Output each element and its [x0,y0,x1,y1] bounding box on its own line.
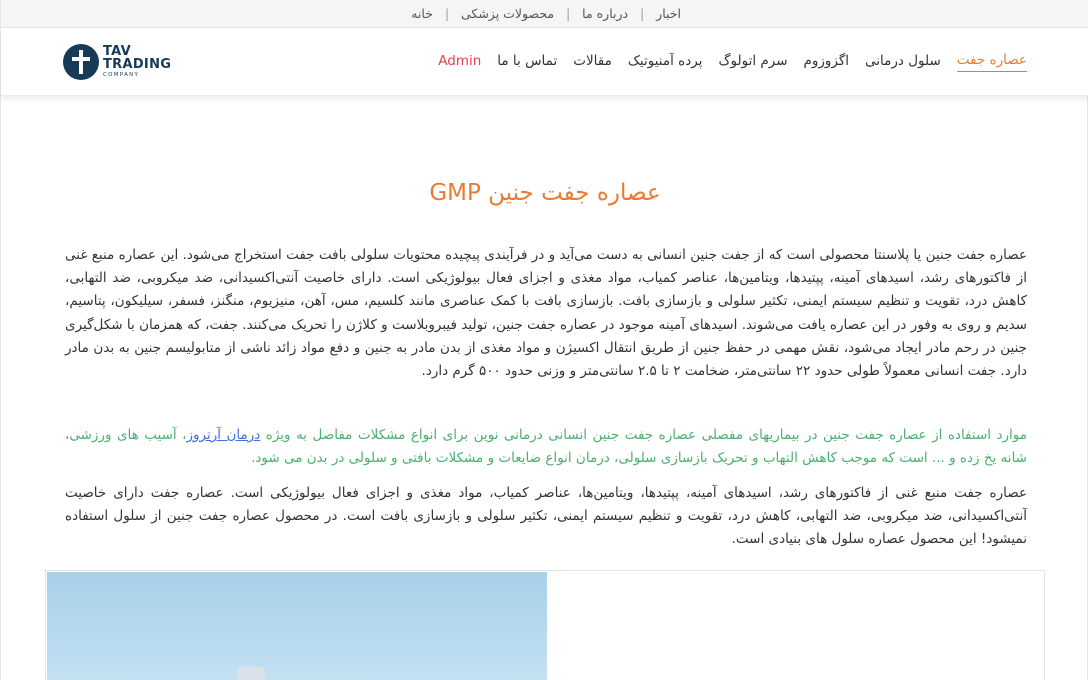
top-nav-home[interactable]: خانه [411,6,433,21]
site-header [1,28,1088,96]
nav-admin[interactable]: Admin [438,52,482,69]
nav-cell-therapy[interactable]: سلول درمانی [865,52,941,69]
main-nav [438,52,1027,72]
top-nav-separator: | [566,6,571,21]
joint-uses-text-end: ، آسیب های ورزشی، شانه یخ زده و ... است که موجب کاهش التهاب و تحریک بازسازی سلولی، درمان انواع ضایعات و مشکلات بافتی و سلولی در بدن می شود. [65,427,1027,467]
top-nav-about[interactable]: درباره ما [582,6,629,21]
logo-cross-icon [63,44,99,80]
joint-uses-paragraph [65,424,1027,470]
page-title: عصاره جفت جنین GMP [429,180,661,206]
product-image [47,572,547,680]
product-bottle-shape [237,667,265,680]
intro-paragraph: عصاره جفت جنین یا پلاسنتا محصولی است که از جفت جنین انسانی به دست می‌آید و در فرآیندی پیچیده محتویات سلولی بافت جفت استخراج می‌شود. این عصاره منبع غنی از فاکتورهای رشد، اسیدهای آمینه، پپتیدها، ویتامین‌ها، عناصر کمیاب، مواد مغذی و اجزای فعال بیولوژیکی است. دارای خاصیت آنتی‌اکسیدانی، ضد میکروبی، ضد التهابی، کاهش درد، تقویت و تنظیم سیستم ایمنی، تکثیر سلولی و بازسازی بافت. بازسازی بافت با کمک عناصری مانند کلسیم، مس، آهن، منیزیوم، منگنز، فسفر، سیلیکون، پتاسیم، سدیم و روی به وفور در این عصاره یافت می‌شوند. اسیدهای آمینه موجود در عصاره جفت جنین، تولید فیبروبلاست و کلاژن را تحریک می‌کنند. جفت، که همزمان با شکل‌گیری جنین در رحم مادر ایجاد می‌شود، نقش مهمی در حفظ جنین از طریق انتقال اکسیژن و مواد مغذی از بدن مادر به جنین و دفع مواد زائد ناشی از متابولیسم جنین به بدن مادر دارد. جفت انسانی معمولاً طولی حدود ۲۲ سانتی‌متر، ضخامت ۲ تا ۲.۵ سانتی‌متر و وزنی حدود ۵۰۰ گرم دارد. [65,247,1027,380]
company-logo[interactable] [63,44,175,82]
top-bar [1,0,1088,28]
nav-exosome[interactable]: اگزوزوم [803,52,850,69]
nav-placenta-extract[interactable]: عصاره جفت [957,52,1027,72]
logo-line-2: TRADING [103,57,172,72]
top-nav-medical-products[interactable]: محصولات پزشکی [461,6,555,21]
top-nav-separator: | [444,6,449,21]
arthrosis-treatment-link[interactable]: درمان آرتروز [186,427,261,443]
nav-contact[interactable]: تماس با ما [497,52,558,69]
nav-articles[interactable]: مقالات [573,52,612,69]
nav-amniotic-membrane[interactable]: پرده آمنیوتیک [627,52,703,69]
joint-uses-text-start: موارد استفاده از عصاره جفت جنین در بیماریهای مفصلی عصاره جفت جنین انسانی درمانی نوین برای انواع مشکلات مفاصل به ویژه [260,427,1027,443]
top-nav-news[interactable]: اخبار [656,6,681,21]
composition-paragraph: عصاره جفت منبع غنی از فاکتورهای رشد، اسیدهای آمینه، پپتیدها، ویتامین‌ها، عناصر کمیاب، مواد مغذی و اجزای فعال بیولوژیکی است. عصاره جفت دارای خاصیت آنتی‌اکسیدانی، ضد میکروبی، ضد التهابی، کاهش درد، تقویت و تنظیم سیستم ایمنی، تکثیر سلولی و بازسازی بافت است. در محصول عصاره جفت جنین از سلول استفاده نمیشود! این محصول عصاره سلول های بنیادی است. [65,485,1027,548]
product-media-section [45,570,1045,680]
logo-line-1: TAV [103,44,131,59]
nav-autologous-serum[interactable]: سرم اتولوگ [718,52,788,69]
logo-subtitle: COMPANY [103,72,140,78]
top-nav [407,6,685,21]
logo-text [103,45,171,71]
top-nav-separator: | [640,6,645,21]
